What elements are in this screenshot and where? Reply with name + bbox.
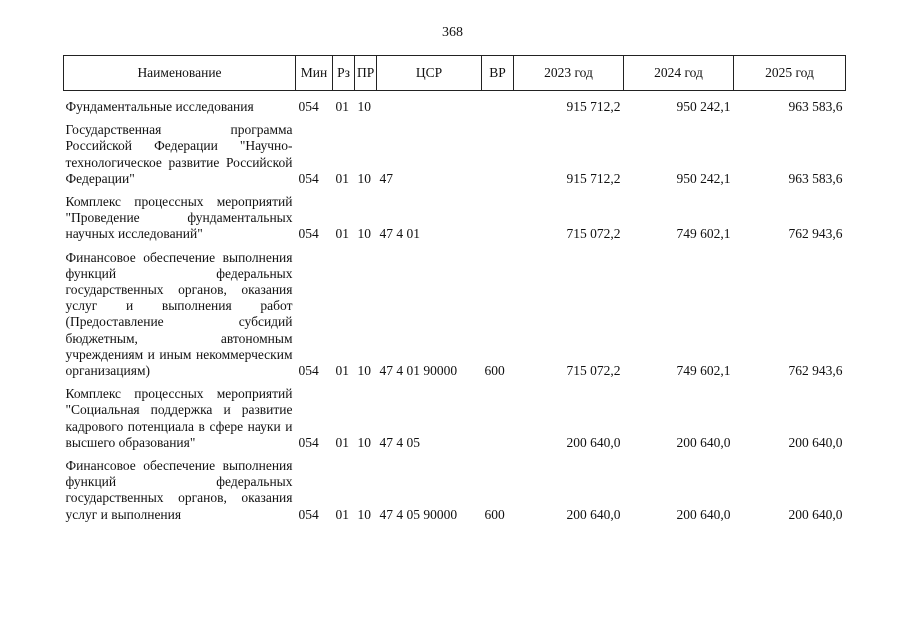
row-pr: 10 [357,99,371,114]
row-2023: 915 712,2 [566,99,621,114]
row-rz: 01 [335,170,349,186]
table-row [64,91,846,116]
row-2024: 950 242,1 [676,99,731,114]
row-2023: 915 712,2 [566,170,621,186]
row-pr: 10 [357,170,371,186]
row-vr [482,194,514,243]
row-2024: 200 640,0 [676,434,731,450]
row-csr: 47 4 01 90000 [379,363,458,379]
row-2025: 963 583,6 [788,170,843,186]
row-2025: 200 640,0 [788,506,843,522]
table-row [64,122,846,187]
row-2025: 200 640,0 [788,434,843,450]
row-name: Финансовое обеспечение выполнения функций федеральных государственных органов, оказания услуг и выполнения работ (Предоставление субсидий бюджетным, автономным учреждениям и иным некоммерческим организациям) [65,249,293,379]
row-2023: 200 640,0 [566,506,621,522]
header-csr: ЦСР [377,56,482,91]
header-rz: Рз [333,56,355,91]
header-2023: 2023 год [514,56,624,91]
row-vr: 600 [484,506,505,522]
row-2025: 762 943,6 [788,363,843,379]
row-pr: 10 [357,363,371,379]
row-csr: 47 [379,170,393,186]
row-min: 054 [298,434,319,450]
table-row [64,194,846,243]
row-pr: 10 [357,226,371,242]
row-rz: 01 [335,99,349,114]
row-min: 054 [298,363,319,379]
row-2024: 749 602,1 [676,363,731,379]
row-csr [377,91,482,116]
row-name: Государственная программа Российской Федерации "Научно-технологическое развитие Российской Федерации" [65,122,293,186]
row-2024: 749 602,1 [676,226,731,242]
row-2023: 715 072,2 [566,226,621,242]
row-min: 054 [298,170,319,186]
row-vr [482,91,514,116]
header-name: Наименование [64,56,296,91]
row-name: Финансовое обеспечение выполнения функций федеральных государственных органов, оказания услуг и выполнения [65,458,293,522]
row-min: 054 [298,99,319,114]
row-2025: 963 583,6 [788,99,843,114]
row-2023: 200 640,0 [566,434,621,450]
header-vr: ВР [482,56,514,91]
row-vr [482,122,514,187]
row-min: 054 [298,506,319,522]
row-rz: 01 [335,506,349,522]
row-vr: 600 [484,363,505,379]
table-row [64,386,846,451]
row-name: Комплекс процессных мероприятий "Социальная поддержка и развитие кадрового потенциала в сфере науки и высшего образования" [65,386,293,450]
header-pr: ПР [355,56,377,91]
row-2025: 762 943,6 [788,226,843,242]
row-name: Комплекс процессных мероприятий "Проведение фундаментальных научных исследований" [65,194,293,242]
header-2025: 2025 год [734,56,846,91]
row-rz: 01 [335,363,349,379]
row-min: 054 [298,226,319,242]
budget-table [63,55,846,523]
row-name: Фундаментальные исследования [65,99,254,114]
row-2023: 715 072,2 [566,363,621,379]
page-number: 368 [442,25,463,40]
row-2024: 950 242,1 [676,170,731,186]
header-min: Мин [296,56,333,91]
row-pr: 10 [357,434,371,450]
row-csr: 47 4 05 90000 [379,506,458,522]
table-row [64,458,846,523]
row-2024: 200 640,0 [676,506,731,522]
row-vr [482,386,514,451]
header-2024: 2024 год [624,56,734,91]
row-rz: 01 [335,434,349,450]
table-row [64,250,846,380]
row-csr: 47 4 05 [379,434,420,450]
row-rz: 01 [335,226,349,242]
row-pr: 10 [357,506,371,522]
row-csr: 47 4 01 [379,226,420,242]
table-header-row [64,56,846,91]
